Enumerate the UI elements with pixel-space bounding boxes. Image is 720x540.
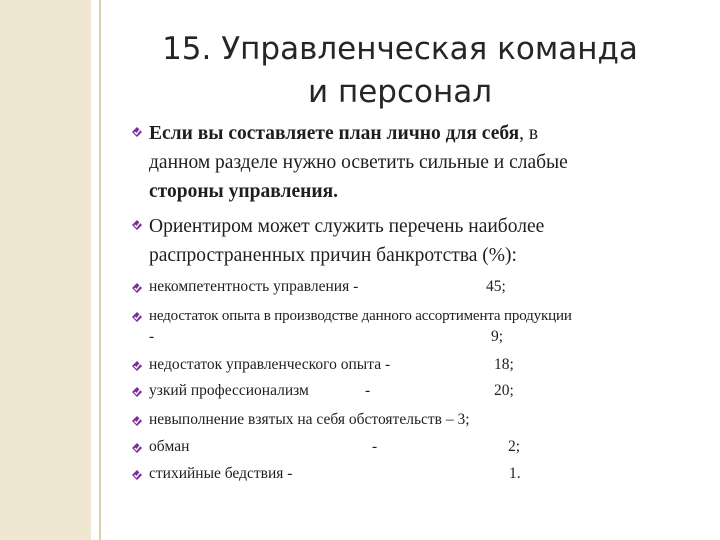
slide-title-line-2: и персонал bbox=[307, 74, 493, 110]
diamond-check-icon bbox=[131, 415, 143, 427]
cause-6-value: 2; bbox=[508, 438, 521, 455]
diamond-check-icon bbox=[131, 311, 143, 323]
cause-6-label: обман bbox=[149, 438, 190, 455]
point-2-line-2: распространенных причин банкротства (%): bbox=[149, 245, 517, 266]
cause-7-value: 1. bbox=[509, 465, 521, 482]
cause-2-label: недостаток опыта в производстве данного ассортимента продукции bbox=[149, 308, 572, 324]
diamond-check-icon bbox=[131, 386, 143, 398]
decorative-left-line bbox=[99, 0, 101, 540]
diamond-check-icon bbox=[131, 126, 143, 138]
point-2 bbox=[149, 212, 689, 270]
decorative-left-band bbox=[0, 0, 91, 540]
point-1-line-3: стороны управления. bbox=[149, 181, 339, 202]
slide-title bbox=[120, 28, 680, 114]
diamond-check-icon bbox=[131, 219, 143, 231]
cause-2-value: 9; bbox=[491, 328, 504, 345]
cause-4-value: 20; bbox=[494, 382, 514, 399]
diamond-check-icon bbox=[131, 282, 143, 294]
diamond-check-icon bbox=[131, 469, 143, 481]
cause-1-value: 45; bbox=[486, 278, 506, 295]
cause-2-dash: - bbox=[149, 328, 155, 345]
point-1-rest: , в bbox=[519, 123, 539, 144]
point-1-bold: Если вы составляете план лично для себя bbox=[149, 123, 520, 144]
diamond-check-icon bbox=[131, 442, 143, 454]
cause-6-dash: - bbox=[372, 438, 378, 455]
cause-3-value: 18; bbox=[494, 356, 514, 373]
diamond-check-icon bbox=[131, 360, 143, 372]
cause-7-label: стихийные бедствия - bbox=[149, 465, 293, 482]
cause-5-label: невыполнение взятых на себя обстоятельств – 3; bbox=[149, 411, 470, 428]
slide-title-line-1: 15. Управленческая команда bbox=[162, 31, 638, 67]
cause-4-label: узкий профессионализм bbox=[149, 382, 309, 399]
cause-1-label: некомпетентность управления - bbox=[149, 278, 359, 295]
cause-4-dash: - bbox=[365, 382, 371, 399]
cause-3-label: недостаток управленческого опыта - bbox=[149, 356, 391, 373]
point-1-line-2: данном разделе нужно осветить сильные и слабые bbox=[149, 152, 568, 173]
point-1 bbox=[149, 119, 689, 206]
point-2-line-1: Ориентиром может служить перечень наиболее bbox=[149, 216, 545, 237]
